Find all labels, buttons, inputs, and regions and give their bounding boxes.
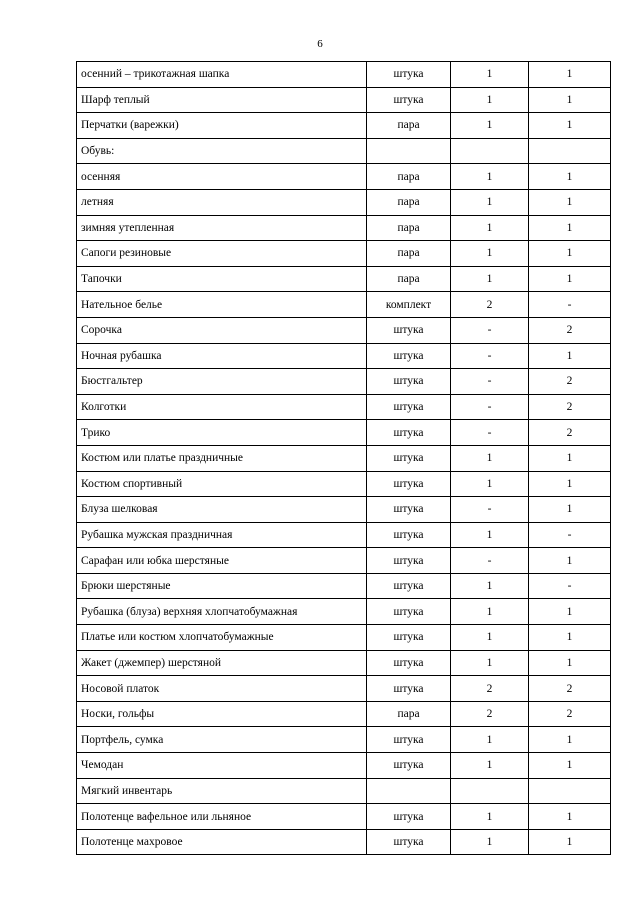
item-name-cell: Нательное белье — [77, 292, 367, 318]
quantity-2-cell: - — [529, 522, 611, 548]
item-name-cell: Сорочка — [77, 317, 367, 343]
table-row — [77, 420, 611, 446]
quantity-1-cell: 2 — [451, 292, 529, 318]
item-name-cell: Мягкий инвентарь — [77, 778, 367, 804]
quantity-1-cell: 1 — [451, 727, 529, 753]
table-row — [77, 343, 611, 369]
quantity-1-cell: - — [451, 369, 529, 395]
unit-cell: штука — [367, 676, 451, 702]
item-name-cell: летняя — [77, 189, 367, 215]
item-name-cell: Блуза шелковая — [77, 497, 367, 523]
quantity-2-cell: 1 — [529, 599, 611, 625]
unit-cell: штука — [367, 753, 451, 779]
quantity-1-cell: - — [451, 420, 529, 446]
quantity-1-cell: 2 — [451, 676, 529, 702]
item-name-cell: Полотенце махровое — [77, 829, 367, 855]
unit-cell: штука — [367, 343, 451, 369]
table-row — [77, 369, 611, 395]
quantity-2-cell: 2 — [529, 369, 611, 395]
quantity-2-cell: 1 — [529, 241, 611, 267]
table-row — [77, 829, 611, 855]
item-name-cell: Ночная рубашка — [77, 343, 367, 369]
quantity-2-cell: 1 — [529, 471, 611, 497]
unit-cell: штука — [367, 548, 451, 574]
item-name-cell: Портфель, сумка — [77, 727, 367, 753]
table-row — [77, 701, 611, 727]
item-name-cell: Шарф теплый — [77, 87, 367, 113]
quantity-1-cell: 1 — [451, 829, 529, 855]
table-row — [77, 599, 611, 625]
table-row — [77, 573, 611, 599]
quantity-1-cell: 1 — [451, 625, 529, 651]
item-name-cell: Платье или костюм хлопчатобумажные — [77, 625, 367, 651]
quantity-2-cell: 1 — [529, 650, 611, 676]
table-row — [77, 753, 611, 779]
quantity-1-cell: - — [451, 497, 529, 523]
unit-cell: штука — [367, 87, 451, 113]
table-row — [77, 394, 611, 420]
quantity-2-cell: 1 — [529, 113, 611, 139]
unit-cell: пара — [367, 164, 451, 190]
unit-cell: пара — [367, 241, 451, 267]
unit-cell: штука — [367, 369, 451, 395]
unit-cell: штука — [367, 471, 451, 497]
item-name-cell: Чемодан — [77, 753, 367, 779]
table-row — [77, 164, 611, 190]
table-row — [77, 625, 611, 651]
quantity-2-cell: 1 — [529, 343, 611, 369]
table-row — [77, 266, 611, 292]
item-name-cell: Жакет (джемпер) шерстяной — [77, 650, 367, 676]
quantity-2-cell: 1 — [529, 62, 611, 88]
quantity-1-cell: 1 — [451, 62, 529, 88]
item-name-cell: Носки, гольфы — [77, 701, 367, 727]
unit-cell: штука — [367, 497, 451, 523]
unit-cell: пара — [367, 266, 451, 292]
page-number: 6 — [317, 38, 323, 50]
quantity-1-cell: 1 — [451, 599, 529, 625]
quantity-2-cell: 1 — [529, 727, 611, 753]
unit-cell: штука — [367, 829, 451, 855]
quantity-2-cell: 1 — [529, 266, 611, 292]
item-name-cell: Колготки — [77, 394, 367, 420]
quantity-1-cell: 1 — [451, 113, 529, 139]
item-name-cell: Перчатки (варежки) — [77, 113, 367, 139]
quantity-1-cell: 1 — [451, 471, 529, 497]
table-row — [77, 497, 611, 523]
table-row — [77, 650, 611, 676]
quantity-2-cell: 1 — [529, 804, 611, 830]
unit-cell: штука — [367, 62, 451, 88]
unit-cell: штука — [367, 445, 451, 471]
items-table — [76, 61, 611, 855]
table-row — [77, 62, 611, 88]
quantity-1-cell: - — [451, 317, 529, 343]
quantity-2-cell: 1 — [529, 625, 611, 651]
quantity-1-cell: 1 — [451, 164, 529, 190]
quantity-1-cell: 1 — [451, 87, 529, 113]
table-row — [77, 548, 611, 574]
item-name-cell: Рубашка (блуза) верхняя хлопчатобумажная — [77, 599, 367, 625]
table-row — [77, 676, 611, 702]
quantity-1-cell: - — [451, 548, 529, 574]
table-row — [77, 317, 611, 343]
unit-cell: пара — [367, 113, 451, 139]
quantity-2-cell: 1 — [529, 215, 611, 241]
quantity-2-cell — [529, 138, 611, 164]
table-row — [77, 445, 611, 471]
quantity-2-cell: - — [529, 292, 611, 318]
unit-cell: комплект — [367, 292, 451, 318]
item-name-cell: Полотенце вафельное или льняное — [77, 804, 367, 830]
quantity-1-cell: 2 — [451, 701, 529, 727]
quantity-1-cell: 1 — [451, 189, 529, 215]
quantity-1-cell — [451, 778, 529, 804]
quantity-2-cell: 2 — [529, 317, 611, 343]
quantity-1-cell: - — [451, 343, 529, 369]
table-row — [77, 292, 611, 318]
table-row — [77, 189, 611, 215]
quantity-2-cell: 1 — [529, 87, 611, 113]
unit-cell: штука — [367, 599, 451, 625]
table-row — [77, 804, 611, 830]
item-name-cell: Брюки шерстяные — [77, 573, 367, 599]
unit-cell: штука — [367, 420, 451, 446]
unit-cell — [367, 138, 451, 164]
item-name-cell: Костюм или платье праздничные — [77, 445, 367, 471]
unit-cell: пара — [367, 701, 451, 727]
unit-cell: штука — [367, 727, 451, 753]
quantity-1-cell: - — [451, 394, 529, 420]
item-name-cell: Трико — [77, 420, 367, 446]
quantity-1-cell: 1 — [451, 522, 529, 548]
quantity-2-cell: 1 — [529, 445, 611, 471]
unit-cell: штука — [367, 394, 451, 420]
table-row — [77, 727, 611, 753]
quantity-2-cell: - — [529, 573, 611, 599]
quantity-1-cell: 1 — [451, 573, 529, 599]
unit-cell: штука — [367, 625, 451, 651]
quantity-1-cell: 1 — [451, 445, 529, 471]
quantity-2-cell: 2 — [529, 701, 611, 727]
quantity-2-cell: 1 — [529, 753, 611, 779]
quantity-2-cell: 1 — [529, 829, 611, 855]
unit-cell: штука — [367, 573, 451, 599]
item-name-cell: осенний – трикотажная шапка — [77, 62, 367, 88]
table-row — [77, 87, 611, 113]
unit-cell: пара — [367, 189, 451, 215]
quantity-1-cell: 1 — [451, 215, 529, 241]
unit-cell — [367, 778, 451, 804]
quantity-2-cell: 1 — [529, 189, 611, 215]
table-row — [77, 113, 611, 139]
unit-cell: штука — [367, 317, 451, 343]
item-name-cell: Сарафан или юбка шерстяные — [77, 548, 367, 574]
table-row — [77, 241, 611, 267]
table-row — [77, 471, 611, 497]
item-name-cell: Костюм спортивный — [77, 471, 367, 497]
item-name-cell: Тапочки — [77, 266, 367, 292]
items-table-body — [77, 62, 611, 855]
unit-cell: пара — [367, 215, 451, 241]
quantity-2-cell: 2 — [529, 676, 611, 702]
quantity-1-cell: 1 — [451, 241, 529, 267]
item-name-cell: Обувь: — [77, 138, 367, 164]
item-name-cell: Сапоги резиновые — [77, 241, 367, 267]
unit-cell: штука — [367, 650, 451, 676]
quantity-2-cell: 2 — [529, 394, 611, 420]
quantity-2-cell: 2 — [529, 420, 611, 446]
table-row — [77, 138, 611, 164]
item-name-cell: Рубашка мужская праздничная — [77, 522, 367, 548]
unit-cell: штука — [367, 522, 451, 548]
item-name-cell: Бюстгальтер — [77, 369, 367, 395]
quantity-2-cell: 1 — [529, 548, 611, 574]
table-row — [77, 778, 611, 804]
quantity-1-cell — [451, 138, 529, 164]
quantity-1-cell: 1 — [451, 266, 529, 292]
item-name-cell: осенняя — [77, 164, 367, 190]
quantity-1-cell: 1 — [451, 753, 529, 779]
quantity-2-cell: 1 — [529, 497, 611, 523]
quantity-1-cell: 1 — [451, 804, 529, 830]
quantity-2-cell: 1 — [529, 164, 611, 190]
table-row — [77, 215, 611, 241]
quantity-2-cell — [529, 778, 611, 804]
item-name-cell: зимняя утепленная — [77, 215, 367, 241]
table-row — [77, 522, 611, 548]
item-name-cell: Носовой платок — [77, 676, 367, 702]
quantity-1-cell: 1 — [451, 650, 529, 676]
unit-cell: штука — [367, 804, 451, 830]
